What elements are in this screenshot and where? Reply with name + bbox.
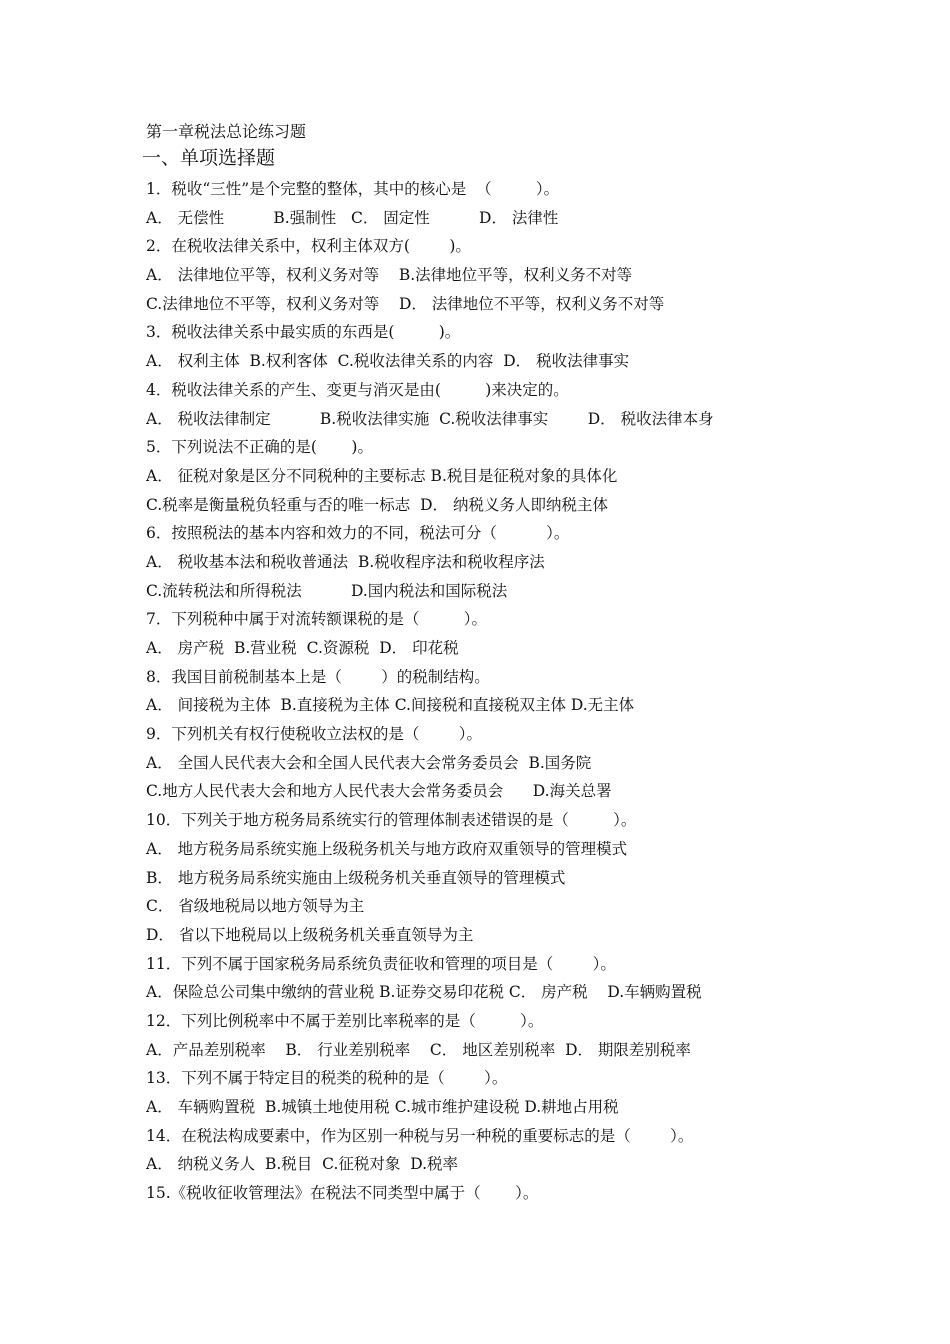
text-line: A． 间接税为主体 B.直接税为主体 C.间接税和直接税双主体 D.无主体 [146,696,635,715]
page-title: 第一章税法总论练习题 [146,122,307,141]
text-line: A． 无偿性 B.强制性 C． 固定性 D． 法律性 [146,208,559,227]
question-list [146,175,866,1208]
text-line: 5．下列说法不正确的是( )。 [146,438,373,457]
text-line: 9．下列机关有权行使税收立法权的是（ ）。 [146,725,483,744]
text-line: A． 税收法律制定 B.税收法律实施 C.税收法律事实 D． 税收法律本身 [146,409,714,428]
text-line: A． 征税对象是区分不同税种的主要标志 B.税目是征税对象的具体化 [146,466,618,485]
text-line: B． 地方税务局系统实施由上级税务机关垂直领导的管理模式 [146,868,566,887]
text-line: 4．税收法律关系的产生、变更与消灭是由( )来决定的。 [146,380,569,399]
text-line: D． 省以下地税局以上级税务机关垂直领导为主 [146,925,474,944]
text-line: C.流转税法和所得税法 D.国内税法和国际税法 [146,581,508,600]
text-line: C． 省级地税局以地方领导为主 [146,897,365,916]
text-line: C.法律地位不平等，权利义务对等 D． 法律地位不平等，权利义务不对等 [146,294,665,313]
text-line: 6．按照税法的基本内容和效力的不同，税法可分（ ）。 [146,524,570,543]
text-line: 3．税收法律关系中最实质的东西是( )。 [146,323,461,342]
text-line: A． 纳税义务人 B.税目 C.征税对象 D.税率 [146,1155,459,1174]
text-line: C.地方人民代表大会和地方人民代表大会常务委员会 D.海关总署 [146,782,612,801]
text-line: 1．税收“三性”是个完整的整体，其中的核心是 （ ）。 [146,180,560,198]
section-heading: 一、单项选择题 [142,147,276,169]
text-line: A． 地方税务局系统实施上级税务机关与地方政府双重领导的管理模式 [146,839,628,858]
text-line: A． 法律地位平等，权利义务对等 B.法律地位平等，权利义务不对等 [146,266,633,285]
text-line: 15.《税收征收管理法》在税法不同类型中属于（ ）。 [146,1184,539,1203]
text-line: 7．下列税种中属于对流转额课税的是（ ）。 [146,610,487,629]
text-line: 11．下列不属于国家税务局系统负责征收和管理的项目是（ ）。 [146,954,616,973]
text-line: 10．下列关于地方税务局系统实行的管理体制表述错误的是（ ）。 [146,811,637,830]
text-line: A． 车辆购置税 B.城镇土地使用税 C.城市维护建设税 D.耕地占用税 [146,1098,619,1116]
text-line: A． 房产税 B.营业税 C.资源税 D． 印花税 [146,639,459,657]
text-line: 2．在税收法律关系中，权利主体双方( )。 [146,237,471,256]
text-line: 8．我国目前税制基本上是（ ）的税制结构。 [146,667,490,686]
text-line: C.税率是衡量税负轻重与否的唯一标志 D． 纳税义务人即纳税主体 [146,495,608,514]
text-line: A． 税收基本法和税收普通法 B.税收程序法和税收程序法 [146,552,545,571]
text-line: 14．在税法构成要素中，作为区别一种税与另一种税的重要标志的是（ ）。 [146,1126,694,1145]
text-line: 12．下列比例税率中不属于差别比率税率的是（ ）。 [146,1011,544,1030]
text-line: 13．下列不属于特定目的税类的税种的是（ ）。 [146,1069,508,1088]
text-line: A． 权利主体 B.权利客体 C.税收法律关系的内容 D． 税收法律事实 [146,352,630,371]
text-line: A．保险总公司集中缴纳的营业税 B.证券交易印花税 C． 房产税 D.车辆购置税 [146,983,702,1002]
text-line: A． 全国人民代表大会和全国人民代表大会常务委员会 B.国务院 [146,753,592,772]
text-line: A．产品差别税率 B． 行业差别税率 C． 地区差别税率 D． 期限差别税率 [146,1040,691,1059]
